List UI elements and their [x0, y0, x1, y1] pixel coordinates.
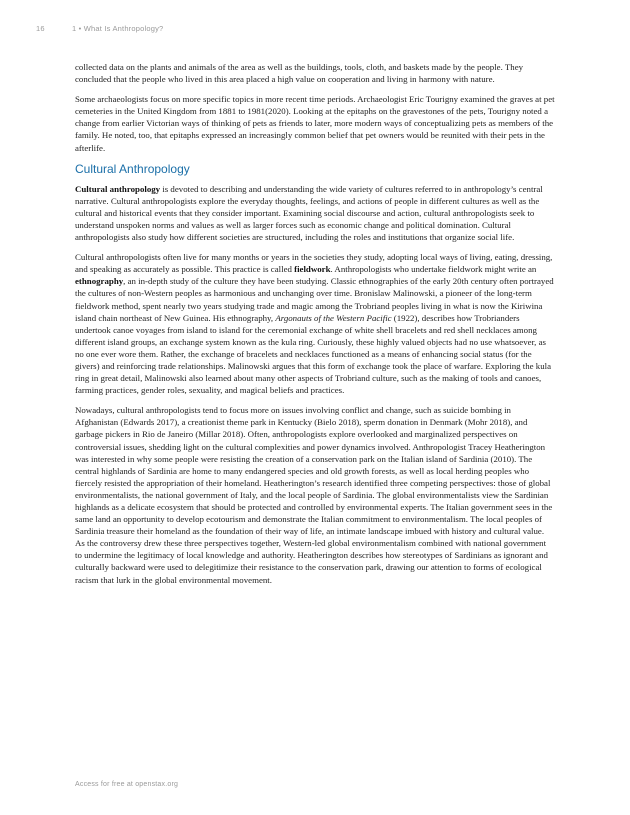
paragraph-text: , an in-depth study of the culture they have been studying. Classic ethnographies of the early 20th century often portrayed the cultures of non-Western peoples as harmonious and unchanging over time. Bronislaw Malinowski, a pioneer of the long-term fieldwork method, spent nearly two years studying trade and magic among the Trobriand peoples living in what is now the Kiriwina island chain northeast of New Guinea. His ethnography,	[75, 276, 554, 323]
paragraph-text: Cultural anthropologists often live for many months or years in the societies they study, adopting local ways of living, eating, dressing, and speaking as accurately as possible. This practice is called	[75, 252, 553, 275]
key-term: fieldwork	[294, 264, 331, 275]
key-term: Cultural anthropology	[75, 183, 161, 194]
section-heading: Cultural Anthropology	[75, 161, 190, 176]
footer: Access for free at openstax.org	[75, 781, 179, 788]
running-head	[36, 24, 336, 33]
paragraph-text: is devoted to describing and understanding the wide variety of cultures referred to in anthropology’s central narrative. Cultural anthropologists explore the everyday thoughts, feelings, and actions of people in different cultures as well as the cultural and historical events that they consider important. Examining social discourse and action, cultural anthropologists seek to understand unspoken norms and values as well as larger forces such as economic change and political domination. Cultural anthropologists also study how different societies are structured, including the roles and institutions that organize social life.	[75, 183, 543, 243]
main-content	[75, 61, 555, 594]
book-title: Argonauts of the Western Pacific	[275, 312, 392, 323]
chapter-title: 1 • What Is Anthropology?	[72, 24, 164, 33]
paragraph	[75, 251, 555, 396]
paragraph-text: (1922), describes how Trobrianders undertook canoe voyages from island to island for the ceremonial exchange of white shell bracelets and red shell necklaces among different island groups, an exchange system known as the kula ring. Curiously, these highly valued objects had no use whatsoever, as no one ever wore them. Rather, the exchange of bracelets and necklaces functioned as a means of enhancing social status (for the givers) and reinforcing trade relationships. Malinowski argues that this form of exchange took the place of warfare. Exploring the kula ring in great detail, Malinowski also learned about many other aspects of Trobriand culture, such as the making of tools and canoes, farming practices, gender roles, sexuality, and magical beliefs and practices.	[75, 312, 552, 396]
page-number: 16	[36, 24, 45, 33]
paragraph: collected data on the plants and animals of the area as well as the buildings, tools, cloth, and baskets made by the people. They concluded that the people who lived in this area placed a high value on cooperation and living in harmony with nature.	[75, 62, 524, 85]
key-term: ethnography	[75, 276, 124, 287]
paragraph: Nowadays, cultural anthropologists tend to focus more on issues involving conflict and change, such as suicide bombing in Afghanistan (Edwards 2017), a creationist theme park in Kentucky (Bielo 2018), sperm donation in Denmark (Mohr 2018), and garbage pickers in Rio de Janeiro (Millar 2018). Often, anthropologists explore overlooked and marginalized perspectives on controversial issues, shedding light on the cultural complexities and power dynamics involved. Anthropologist Tracey Heatherington was interested in why some people were resisting the creation of a conservation park on the Italian island of Sardinia (2010). The central highlands of Sardinia are home to many endangered species and old growth forests, as well as local herding peoples who fiercely resisted the appropriation of their homeland. Heatherington’s research identified three competing perspectives: those of global environmentalists, the national government of Italy, and the local people of Sardinia. The global environmentalists view the Sardinian highlands as a delicate ecosystem that should be protected and controlled by environmental experts. The Italian government sees in the same land an opportunity to develop ecotourism and demonstrate the Italian commitment to environmentalism. The local peoples of Sardinia treasure their homeland as the foundation of their way of life, an intimate landscape imbued with history and cultural value. As the controversy drew these three perspectives together, Western-led global environmentalism combined with national government to undermine the legitimacy of local knowledge and authority. Heatherington describes how stereotypes of Sardinians as ignorant and culturally backward were used to delegitimize their resistance to the conservation park, drawing our attention to forms of ecological racism that lurk in the global environmental movement.	[75, 405, 553, 585]
paragraph	[75, 183, 555, 243]
paragraph-text: . Anthropologists who undertake fieldwork might write an	[330, 264, 537, 275]
paragraph: Some archaeologists focus on more specific topics in more recent time periods. Archaeologist Eric Tourigny examined the graves at pet cemeteries in the United Kingdom from 1881 to 1981(2020). Looking at the epitaphs on the gravestones of the pets, Tourigny noted a change from earlier Victorian ways of thinking of pets as friends to later, more modern ways of conceptualizing pets as members of the family. He noted, too, that epitaphs expressed an increasingly common belief that pet owners would be reunited with their pets in the afterlife.	[75, 94, 555, 153]
